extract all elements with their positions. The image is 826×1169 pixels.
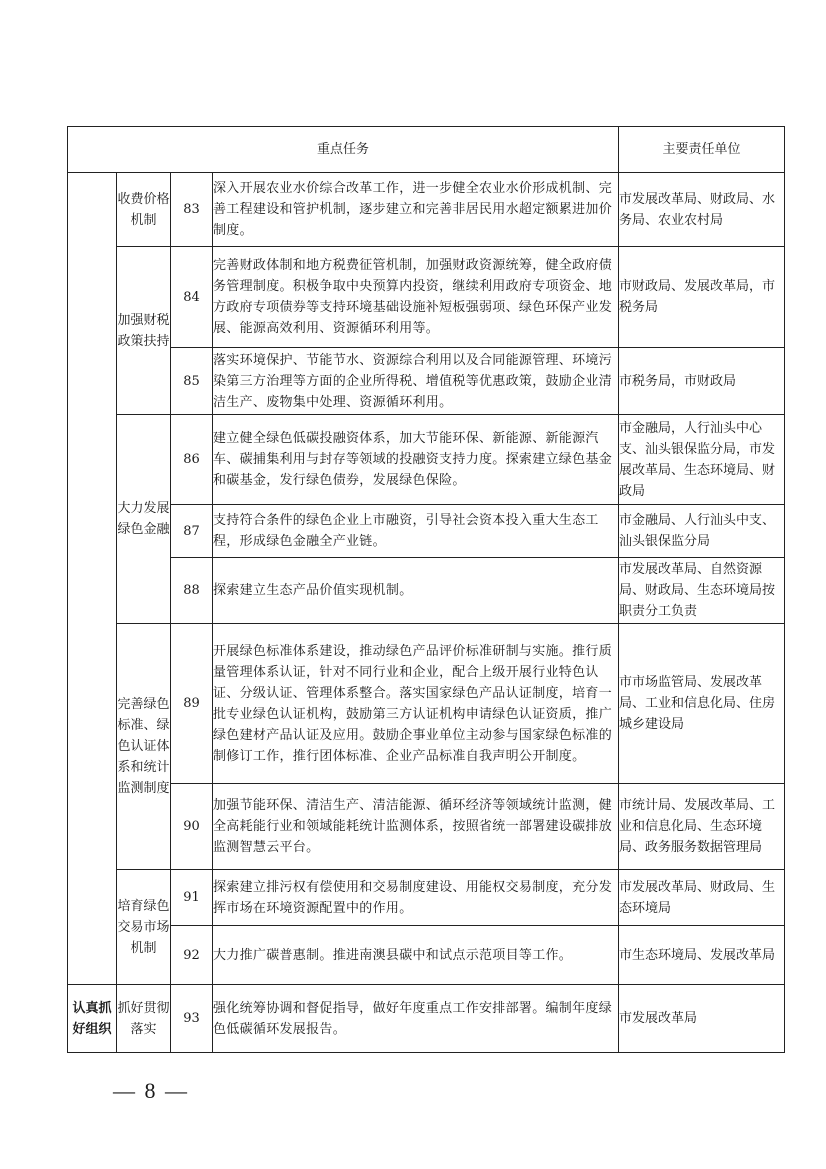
row-number: 84: [171, 247, 213, 348]
row-number: 85: [171, 348, 213, 415]
task-text: 强化统筹协调和督促指导，做好年度重点工作安排部署。编制年度绿色低碳循环发展报告。: [213, 985, 619, 1053]
unit-text: 市发展改革局: [619, 985, 785, 1053]
unit-text: 市金融局、人行汕头中支、汕头银保监分局: [619, 505, 785, 558]
table-row: [68, 926, 785, 985]
unit-text: 市金融局，人行汕头中心支、汕头银保监分局，市发展改革局、生态环境局、财政局: [619, 415, 785, 505]
task-text: 加强节能环保、清洁生产、清洁能源、循环经济等领域统计监测，健全高耗能行业和领域能耗统计监测体系，按照省统一部署建设碳排放监测智慧云平台。: [213, 784, 619, 870]
row-number: 89: [171, 624, 213, 784]
task-text: 开展绿色标准体系建设，推动绿色产品评价标准研制与实施。推行质量管理体系认证，针对不同行业和企业，配合上级开展行业特色认证、分级认证、管理体系整合。落实国家绿色产品认证制度，培育一批专业绿色认证机构，鼓励第三方认证机构申请绿色认证资质，推广绿色建材产品认证及应用。鼓励企事业单位主动参与国家绿色标准的制修订工作，推行团体标准、企业产品标准自我声明公开制度。: [213, 624, 619, 784]
table-row: [68, 173, 785, 247]
task-text: 建立健全绿色低碳投融资体系，加大节能环保、新能源、新能源汽车、碳捕集利用与封存等领域的投融资支持力度。探索建立绿色基金和碳基金，发行绿色债券，发展绿色保险。: [213, 415, 619, 505]
table-row: [68, 348, 785, 415]
table-row: [68, 870, 785, 926]
task-text: 探索建立生态产品价值实现机制。: [213, 558, 619, 624]
unit-text: 市财政局、发展改革局，市税务局: [619, 247, 785, 348]
row-number: 90: [171, 784, 213, 870]
row-number: 92: [171, 926, 213, 985]
row-number: 83: [171, 173, 213, 247]
table-row: [68, 624, 785, 784]
unit-text: 市发展改革局、财政局、水务局、农业农村局: [619, 173, 785, 247]
group-label: 培育绿色交易市场机制: [117, 870, 171, 985]
row-number: 88: [171, 558, 213, 624]
row-number: 86: [171, 415, 213, 505]
task-text: 大力推广碳普惠制。推进南澳县碳中和试点示范项目等工作。: [213, 926, 619, 985]
unit-text: 市统计局、发展改革局、工业和信息化局、生态环境局、政务服务数据管理局: [619, 784, 785, 870]
unit-text: 市生态环境局、发展改革局: [619, 926, 785, 985]
group-label: 抓好贯彻落实: [117, 985, 171, 1053]
task-text: 完善财政体制和地方税费征管机制，加强财政资源统筹，健全政府债务管理制度。积极争取中央预算内投资，继续利用政府专项资金、地方政府专项债券等支持环境基础设施补短板强弱项、绿色环保产业发展、能源高效利用、资源循环利用等。: [213, 247, 619, 348]
unit-text: 市市场监管局、发展改革局、工业和信息化局、住房城乡建设局: [619, 624, 785, 784]
row-number: 91: [171, 870, 213, 926]
task-table: [67, 126, 785, 1053]
unit-text: 市发展改革局、自然资源局、财政局、生态环境局按职责分工负责: [619, 558, 785, 624]
category-cell: [68, 173, 117, 985]
row-number: 93: [171, 985, 213, 1053]
row-number: 87: [171, 505, 213, 558]
table-row: [68, 415, 785, 505]
unit-header: 主要责任单位: [619, 127, 785, 173]
tasks-header: 重点任务: [68, 127, 619, 173]
category-label: 认真抓好组织: [68, 985, 117, 1053]
task-text: 落实环境保护、节能节水、资源综合利用以及合同能源管理、环境污染第三方治理等方面的企业所得税、增值税等优惠政策，鼓励企业清洁生产、废物集中处理、资源循环利用。: [213, 348, 619, 415]
task-text: 支持符合条件的绿色企业上市融资，引导社会资本投入重大生态工程，形成绿色金融全产业链。: [213, 505, 619, 558]
unit-text: 市税务局，市财政局: [619, 348, 785, 415]
table-row: [68, 558, 785, 624]
group-label: 加强财税政策扶持: [117, 247, 171, 415]
group-label: 完善绿色标准、绿色认证体系和统计监测制度: [117, 624, 171, 870]
page-number: — 8 —: [113, 1078, 189, 1103]
group-label: 大力发展绿色金融: [117, 415, 171, 624]
group-label: 收费价格机制: [117, 173, 171, 247]
table-row: [68, 985, 785, 1053]
unit-text: 市发展改革局、财政局、生态环境局: [619, 870, 785, 926]
task-text: 深入开展农业水价综合改革工作，进一步健全农业水价形成机制、完善工程建设和管护机制，逐步建立和完善非居民用水超定额累进加价制度。: [213, 173, 619, 247]
table-row: [68, 247, 785, 348]
task-text: 探索建立排污权有偿使用和交易制度建设、用能权交易制度，充分发挥市场在环境资源配置中的作用。: [213, 870, 619, 926]
table-row: [68, 784, 785, 870]
header-row: [68, 127, 785, 173]
table-row: [68, 505, 785, 558]
